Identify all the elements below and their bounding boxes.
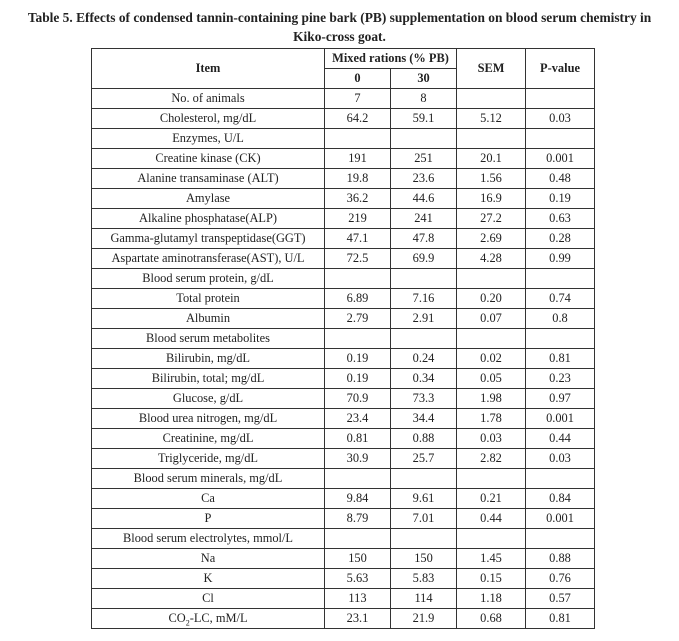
row-sem-cell	[457, 329, 526, 349]
table-row	[92, 89, 595, 109]
table-row	[92, 189, 595, 209]
row-pb0-cell	[325, 329, 391, 349]
row-item-cell: Blood serum metabolites	[92, 329, 325, 349]
row-item-cell: Blood serum electrolytes, mmol/L	[92, 529, 325, 549]
row-sem-cell: 0.21	[457, 489, 526, 509]
row-pb0-cell: 9.84	[325, 489, 391, 509]
row-pvalue-cell	[526, 469, 595, 489]
table-row	[92, 249, 595, 269]
row-item-cell: Cholesterol, mg/dL	[92, 109, 325, 129]
row-item-cell: Bilirubin, total; mg/dL	[92, 369, 325, 389]
row-pvalue-cell: 0.03	[526, 449, 595, 469]
row-pvalue-cell	[526, 529, 595, 549]
row-pvalue-cell: 0.03	[526, 109, 595, 129]
header-mixed-rations: Mixed rations (% PB)	[325, 49, 457, 69]
row-pb0-cell: 7	[325, 89, 391, 109]
row-pb30-cell: 59.1	[391, 109, 457, 129]
caption-line-1: Table 5. Effects of condensed tannin-containing pine bark (PB) supplementation on blood serum chemistry in	[27, 10, 652, 25]
table-row	[92, 469, 595, 489]
table-row	[92, 169, 595, 189]
row-pb30-cell: 34.4	[391, 409, 457, 429]
row-pb30-cell: 23.6	[391, 169, 457, 189]
row-sem-cell	[457, 469, 526, 489]
table-row	[92, 269, 595, 289]
row-pb30-cell	[391, 529, 457, 549]
table-row	[92, 289, 595, 309]
row-pb30-cell: 73.3	[391, 389, 457, 409]
row-pvalue-cell	[526, 269, 595, 289]
row-pb0-cell: 47.1	[325, 229, 391, 249]
row-pb30-cell: 0.24	[391, 349, 457, 369]
row-pb0-cell: 6.89	[325, 289, 391, 309]
row-pb0-cell	[325, 469, 391, 489]
row-pb0-cell: 30.9	[325, 449, 391, 469]
row-sem-cell: 1.18	[457, 589, 526, 609]
row-pvalue-cell: 0.8	[526, 309, 595, 329]
row-pb30-cell: 8	[391, 89, 457, 109]
row-pvalue-cell	[526, 129, 595, 149]
row-sem-cell: 1.78	[457, 409, 526, 429]
row-pb0-cell: 36.2	[325, 189, 391, 209]
row-item-cell: No. of animals	[92, 89, 325, 109]
table-row	[92, 529, 595, 549]
row-pvalue-cell: 0.81	[526, 609, 595, 629]
row-pvalue-cell: 0.001	[526, 149, 595, 169]
table-row	[92, 589, 595, 609]
row-pb30-cell: 7.16	[391, 289, 457, 309]
table-row	[92, 369, 595, 389]
row-sem-cell: 1.45	[457, 549, 526, 569]
row-item-cell: Blood urea nitrogen, mg/dL	[92, 409, 325, 429]
row-pb0-cell: 191	[325, 149, 391, 169]
table-row	[92, 349, 595, 369]
row-sem-cell: 0.68	[457, 609, 526, 629]
row-pb30-cell: 21.9	[391, 609, 457, 629]
caption-line-2: Kiko-cross goat.	[293, 29, 386, 44]
row-pb0-cell	[325, 129, 391, 149]
row-pb30-cell: 5.83	[391, 569, 457, 589]
row-pb30-cell	[391, 129, 457, 149]
row-pb0-cell: 0.19	[325, 349, 391, 369]
row-pvalue-cell: 0.63	[526, 209, 595, 229]
table-row	[92, 329, 595, 349]
table-row	[92, 389, 595, 409]
row-item-cell: Glucose, g/dL	[92, 389, 325, 409]
row-pb30-cell: 241	[391, 209, 457, 229]
row-item-cell: Total protein	[92, 289, 325, 309]
row-pb0-cell	[325, 269, 391, 289]
row-pb0-cell: 5.63	[325, 569, 391, 589]
row-sem-cell: 20.1	[457, 149, 526, 169]
row-pvalue-cell: 0.23	[526, 369, 595, 389]
row-sem-cell: 0.03	[457, 429, 526, 449]
table-row	[92, 129, 595, 149]
row-sem-cell: 0.02	[457, 349, 526, 369]
row-pb30-cell: 44.6	[391, 189, 457, 209]
table-row	[92, 569, 595, 589]
row-pb30-cell: 25.7	[391, 449, 457, 469]
row-sem-cell	[457, 89, 526, 109]
row-item-cell: Aspartate aminotransferase(AST), U/L	[92, 249, 325, 269]
row-sem-cell	[457, 529, 526, 549]
row-pvalue-cell: 0.74	[526, 289, 595, 309]
row-sem-cell: 0.07	[457, 309, 526, 329]
row-sem-cell: 2.82	[457, 449, 526, 469]
row-item-cell: Enzymes, U/L	[92, 129, 325, 149]
row-pvalue-cell: 0.57	[526, 589, 595, 609]
row-item-cell: Blood serum protein, g/dL	[92, 269, 325, 289]
row-pvalue-cell	[526, 89, 595, 109]
header-pb-0: 0	[325, 69, 391, 89]
table-row	[92, 409, 595, 429]
row-item-cell: Creatinine, mg/dL	[92, 429, 325, 449]
row-sem-cell: 0.44	[457, 509, 526, 529]
row-pb0-cell: 70.9	[325, 389, 391, 409]
row-pb0-cell: 72.5	[325, 249, 391, 269]
row-pvalue-cell: 0.76	[526, 569, 595, 589]
table-row	[92, 449, 595, 469]
row-pb0-cell: 0.81	[325, 429, 391, 449]
table-row	[92, 609, 595, 629]
row-pb30-cell: 251	[391, 149, 457, 169]
table-body	[92, 89, 595, 629]
table-row	[92, 209, 595, 229]
row-item-cell: Triglyceride, mg/dL	[92, 449, 325, 469]
row-pvalue-cell: 0.84	[526, 489, 595, 509]
row-pb0-cell: 8.79	[325, 509, 391, 529]
row-sem-cell	[457, 129, 526, 149]
table-row	[92, 509, 595, 529]
row-pvalue-cell: 0.19	[526, 189, 595, 209]
row-sem-cell: 2.69	[457, 229, 526, 249]
row-item-cell: Ca	[92, 489, 325, 509]
header-item: Item	[92, 49, 325, 89]
row-sem-cell: 0.05	[457, 369, 526, 389]
row-pb0-cell	[325, 529, 391, 549]
row-pvalue-cell: 0.001	[526, 409, 595, 429]
row-item-cell: K	[92, 569, 325, 589]
row-item-cell: Albumin	[92, 309, 325, 329]
row-pb0-cell: 23.4	[325, 409, 391, 429]
row-pb30-cell: 7.01	[391, 509, 457, 529]
row-item-cell: P	[92, 509, 325, 529]
header-row	[92, 49, 595, 69]
row-pb30-cell: 150	[391, 549, 457, 569]
table-row	[92, 149, 595, 169]
table-caption	[0, 8, 679, 46]
row-pvalue-cell: 0.48	[526, 169, 595, 189]
row-sem-cell: 5.12	[457, 109, 526, 129]
serum-chemistry-table	[91, 48, 595, 629]
row-sem-cell: 0.20	[457, 289, 526, 309]
header-pb-30: 30	[391, 69, 457, 89]
row-pb0-cell: 0.19	[325, 369, 391, 389]
row-item-cell: Alkaline phosphatase(ALP)	[92, 209, 325, 229]
table-row	[92, 549, 595, 569]
row-pb0-cell: 2.79	[325, 309, 391, 329]
row-pvalue-cell: 0.97	[526, 389, 595, 409]
row-pvalue-cell: 0.88	[526, 549, 595, 569]
row-pb0-cell: 19.8	[325, 169, 391, 189]
row-pb0-cell: 113	[325, 589, 391, 609]
row-pvalue-cell: 0.001	[526, 509, 595, 529]
row-item-cell: Blood serum minerals, mg/dL	[92, 469, 325, 489]
row-pvalue-cell: 0.99	[526, 249, 595, 269]
row-pvalue-cell	[526, 329, 595, 349]
row-item-cell: Alanine transaminase (ALT)	[92, 169, 325, 189]
row-item-cell: $CO_2-LC$, mM/L	[92, 609, 325, 629]
table-row	[92, 489, 595, 509]
row-item-cell: Amylase	[92, 189, 325, 209]
row-pb0-cell: 150	[325, 549, 391, 569]
header-sem: SEM	[457, 49, 526, 89]
row-sem-cell: 16.9	[457, 189, 526, 209]
row-pb30-cell: 47.8	[391, 229, 457, 249]
row-pb30-cell: 114	[391, 589, 457, 609]
row-pb30-cell: 0.34	[391, 369, 457, 389]
row-pvalue-cell: 0.44	[526, 429, 595, 449]
row-pb30-cell	[391, 329, 457, 349]
row-pb30-cell: 0.88	[391, 429, 457, 449]
row-sem-cell: 1.56	[457, 169, 526, 189]
table-row	[92, 109, 595, 129]
row-pvalue-cell: 0.28	[526, 229, 595, 249]
row-pb0-cell: 219	[325, 209, 391, 229]
row-item-cell: Bilirubin, mg/dL	[92, 349, 325, 369]
row-pb0-cell: 64.2	[325, 109, 391, 129]
row-pvalue-cell: 0.81	[526, 349, 595, 369]
table-row	[92, 229, 595, 249]
row-pb30-cell	[391, 469, 457, 489]
row-item-cell: Gamma-glutamyl transpeptidase(GGT)	[92, 229, 325, 249]
row-item-cell: Cl	[92, 589, 325, 609]
row-sem-cell: 27.2	[457, 209, 526, 229]
row-sem-cell	[457, 269, 526, 289]
row-pb30-cell: 9.61	[391, 489, 457, 509]
row-pb30-cell: 69.9	[391, 249, 457, 269]
row-pb0-cell: 23.1	[325, 609, 391, 629]
row-pb30-cell: 2.91	[391, 309, 457, 329]
row-sem-cell: 0.15	[457, 569, 526, 589]
table-row	[92, 309, 595, 329]
header-pvalue: P-value	[526, 49, 595, 89]
row-pb30-cell	[391, 269, 457, 289]
row-item-cell: Na	[92, 549, 325, 569]
row-sem-cell: 1.98	[457, 389, 526, 409]
row-sem-cell: 4.28	[457, 249, 526, 269]
table-row	[92, 429, 595, 449]
row-item-cell: Creatine kinase (CK)	[92, 149, 325, 169]
